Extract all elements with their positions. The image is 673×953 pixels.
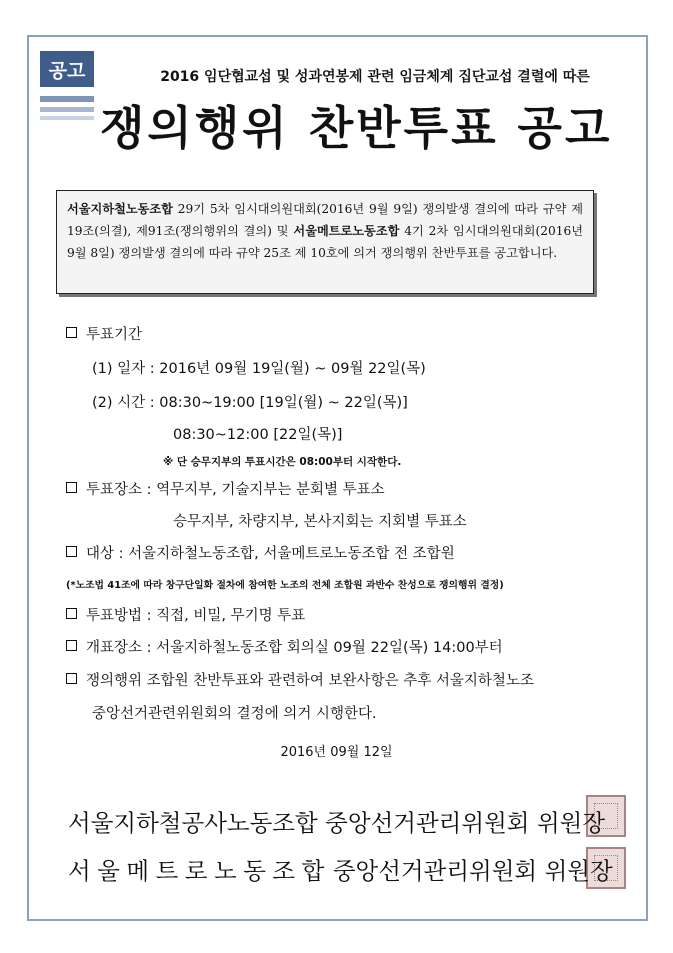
checkbox-square-icon: [66, 546, 77, 557]
supplement-line-2: 중앙선거관련위원회의 결정에 의거 시행한다.: [92, 706, 377, 722]
intro-text-2: 4기 2차 임시대의원대회(2016년 9월 8일) 쟁의발생 결의에 따라 규약 25조 제 10호에 의거 쟁의행위 찬반투표를 공고합니다.: [67, 224, 583, 260]
notice-badge: 공고: [40, 51, 94, 87]
checkbox-square-icon: [66, 640, 77, 651]
checkbox-square-icon: [66, 482, 77, 493]
period-time-2: 08:30~12:00 [22일(목)]: [173, 427, 343, 443]
checkbox-square-icon: [66, 327, 77, 338]
place-text-1: 투표장소 : 역무지부, 기술지부는 분회별 투표소: [86, 482, 385, 498]
checkbox-square-icon: [66, 608, 77, 619]
target-line: [66, 542, 455, 563]
signature-last-1: 장: [582, 809, 606, 837]
period-date: (1) 일자 : 2016년 09월 19일(월) ~ 09월 22일(목): [92, 361, 426, 377]
supplement-text-1: 쟁의행위 조합원 찬반투표와 관련하여 보완사항은 추후 서울지하철노조: [86, 673, 534, 689]
intro-text-1: 29기 5차 임시대의원대회(2016년 9월 9일) 쟁의발생 결의에 따라 규약 제19조(의결), 제91조(쟁의행위의 결의) 및: [67, 202, 583, 238]
intro-box: [56, 190, 594, 294]
method-text: 투표방법 : 직접, 비밀, 무기명 투표: [86, 608, 306, 624]
signature-line-1: [68, 804, 605, 838]
notice-title: 쟁의행위 찬반투표 공고: [100, 101, 613, 155]
checkbox-square-icon: [66, 673, 77, 684]
method-line: [66, 604, 305, 625]
decorative-stripe: [40, 96, 94, 102]
period-time-1: (2) 시간 : 08:30~19:00 [19일(월) ~ 22일(목)]: [92, 395, 408, 411]
signature-org-2: 서울메트로노동조합: [68, 857, 331, 885]
target-text: 대상 : 서울지하철노동조합, 서울메트로노동조합 전 조합원: [86, 546, 455, 562]
period-note: ※ 단 승무지부의 투표시간은 08:00부터 시작한다.: [163, 456, 402, 468]
signature-last-2: 장: [590, 857, 613, 885]
notice-subtitle: 2016 임단협교섭 및 성과연봉제 관련 임금체계 집단교섭 결렬에 따른: [160, 69, 590, 85]
signature-line-2: [68, 852, 613, 886]
intro-union-2: 서울메트로노동조합: [293, 224, 400, 238]
law-note: (*노조법 41조에 따라 창구단일화 절차에 참여한 노조의 전체 조합원 과반수 찬성으로 쟁의행위 결정): [66, 580, 504, 591]
place-line-2: 승무지부, 차량지부, 본사지회는 지회별 투표소: [173, 514, 467, 530]
signature-committee-2: 중앙선거관리위원회 위원: [332, 857, 590, 885]
count-line: [66, 636, 503, 657]
notice-date: 2016년 09월 12일: [280, 745, 393, 760]
decorative-stripe: [40, 107, 94, 112]
period-label: 투표기간: [86, 327, 143, 343]
decorative-stripe: [40, 116, 94, 120]
supplement-line-1: [66, 669, 534, 690]
intro-union-1: 서울지하철노동조합: [67, 202, 173, 216]
place-line-1: [66, 478, 385, 499]
count-text: 개표장소 : 서울지하철노동조합 회의실 09월 22일(목) 14:00부터: [86, 640, 503, 656]
period-heading: [66, 323, 142, 344]
signature-org-1: 서울지하철공사노동조합 중앙선거관리위원회 위원: [68, 809, 583, 837]
